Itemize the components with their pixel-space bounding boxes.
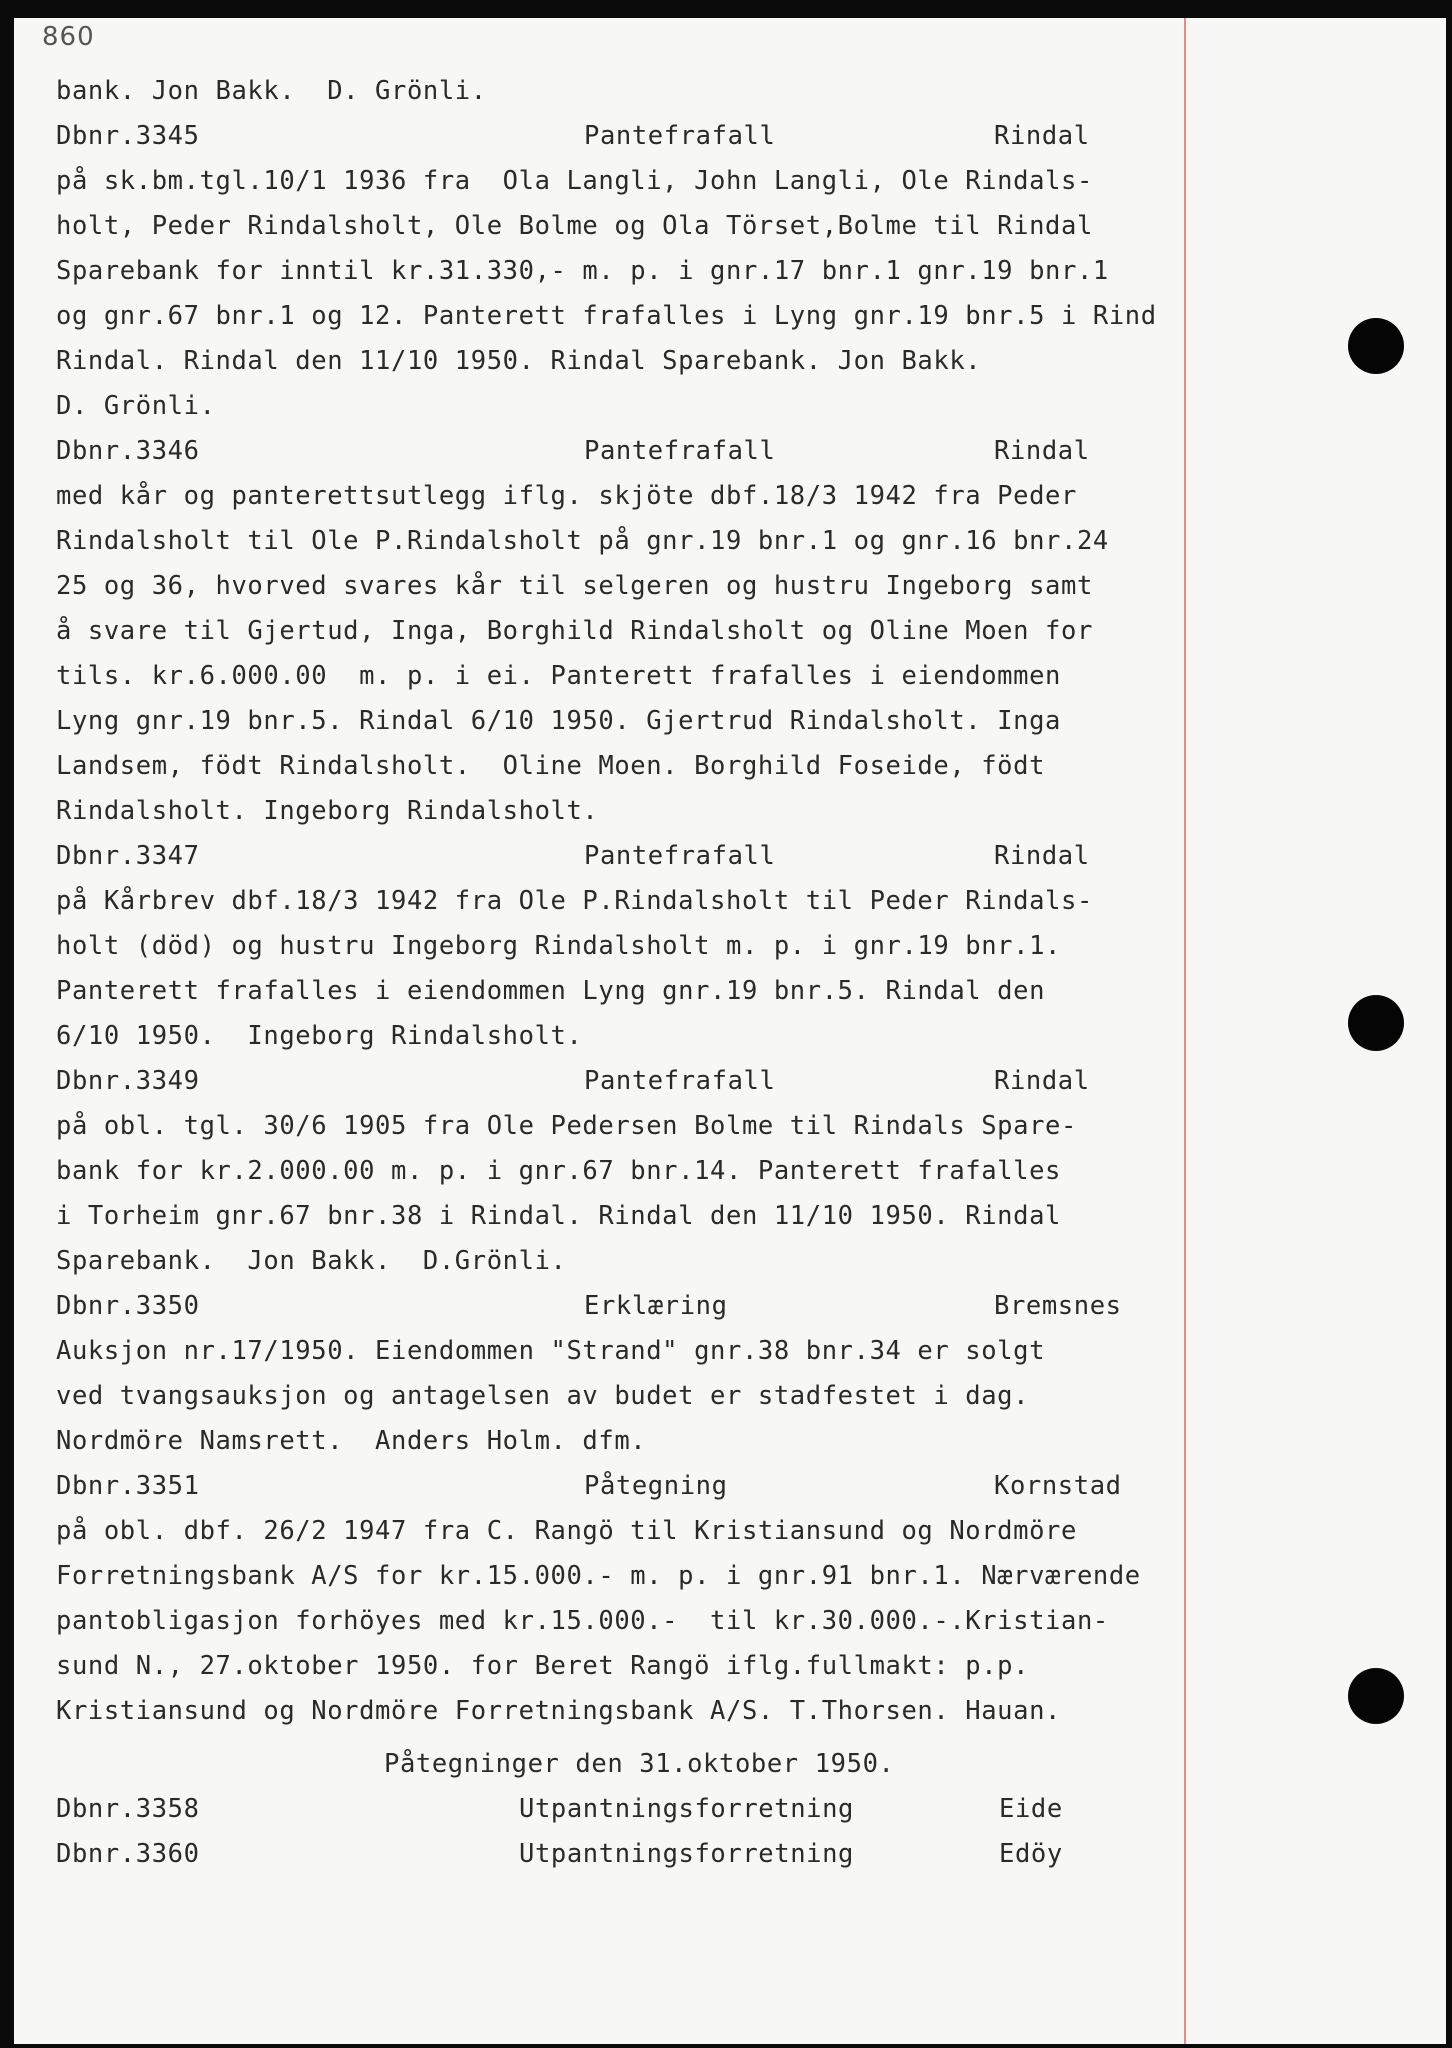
entry-place: Kornstad xyxy=(994,1471,1122,1501)
entry-dbnr: Dbnr.3360 xyxy=(56,1839,200,1869)
text-line: bank for kr.2.000.00 m. p. i gnr.67 bnr.14. Panterett frafalles xyxy=(56,1156,1061,1186)
text-line: Kristiansund og Nordmöre Forretningsbank A/S. T.Thorsen. Hauan. xyxy=(56,1696,1061,1726)
entry-place: Rindal xyxy=(994,121,1090,151)
text-line: i Torheim gnr.67 bnr.38 i Rindal. Rindal den 11/10 1950. Rindal xyxy=(56,1201,1061,1231)
text-line: Sparebank. Jon Bakk. D.Grönli. xyxy=(56,1246,567,1276)
document-page xyxy=(14,18,1446,2044)
text-line: på obl. dbf. 26/2 1947 fra C. Rangö til Kristiansund og Nordmöre xyxy=(56,1516,1077,1546)
text-line: pantobligasjon forhöyes med kr.15.000.- til kr.30.000.-.Kristian- xyxy=(56,1606,1109,1636)
entry-type: Pantefrafall xyxy=(584,121,776,151)
binder-hole xyxy=(1348,1668,1404,1724)
entry-type: Påtegning xyxy=(584,1471,728,1501)
text-line: Sparebank for inntil kr.31.330,- m. p. i gnr.17 bnr.1 gnr.19 bnr.1 xyxy=(56,256,1109,286)
text-line: Landsem, födt Rindalsholt. Oline Moen. Borghild Foseide, födt xyxy=(56,751,1046,781)
entry-place: Rindal xyxy=(994,1066,1090,1096)
entry-place: Edöy xyxy=(999,1839,1063,1869)
text-line: sund N., 27.oktober 1950. for Beret Rangö iflg.fullmakt: p.p. xyxy=(56,1651,1030,1681)
margin-rule xyxy=(1184,18,1186,2044)
entry-type: Pantefrafall xyxy=(584,436,776,466)
entry-type: Pantefrafall xyxy=(584,841,776,871)
entry-dbnr: Dbnr.3351 xyxy=(56,1471,200,1501)
text-line: Forretningsbank A/S for kr.15.000.- m. p. i gnr.91 bnr.1. Nærværende xyxy=(56,1561,1141,1591)
entry-dbnr: Dbnr.3350 xyxy=(56,1291,200,1321)
entry-type: Erklæring xyxy=(584,1291,728,1321)
entry-place: Rindal xyxy=(994,841,1090,871)
text-line: med kår og panterettsutlegg iflg. skjöte dbf.18/3 1942 fra Peder xyxy=(56,481,1077,511)
text-line: på obl. tgl. 30/6 1905 fra Ole Pedersen Bolme til Rindals Spare- xyxy=(56,1111,1077,1141)
text-line: ved tvangsauksjon og antagelsen av budet er stadfestet i dag. xyxy=(56,1381,1030,1411)
entry-type: Utpantningsforretning xyxy=(519,1794,854,1824)
entry-dbnr: Dbnr.3358 xyxy=(56,1794,200,1824)
text-line: holt (död) og hustru Ingeborg Rindalsholt m. p. i gnr.19 bnr.1. xyxy=(56,931,1061,961)
text-line: Rindal. Rindal den 11/10 1950. Rindal Sparebank. Jon Bakk. xyxy=(56,346,982,376)
text-line: tils. kr.6.000.00 m. p. i ei. Panterett frafalles i eiendommen xyxy=(56,661,1061,691)
entry-dbnr: Dbnr.3345 xyxy=(56,121,200,151)
text-line: Rindalsholt. Ingeborg Rindalsholt. xyxy=(56,796,599,826)
entry-type: Utpantningsforretning xyxy=(519,1839,854,1869)
text-line: D. Grönli. xyxy=(56,391,216,421)
text-line: bank. Jon Bakk. D. Grönli. xyxy=(56,76,487,106)
text-line: Panterett frafalles i eiendommen Lyng gnr.19 bnr.5. Rindal den xyxy=(56,976,1046,1006)
entry-place: Bremsnes xyxy=(994,1291,1122,1321)
text-line: 6/10 1950. Ingeborg Rindalsholt. xyxy=(56,1021,583,1051)
text-line: holt, Peder Rindalsholt, Ole Bolme og Ola Törset,Bolme til Rindal xyxy=(56,211,1093,241)
entry-dbnr: Dbnr.3349 xyxy=(56,1066,200,1096)
text-line: på Kårbrev dbf.18/3 1942 fra Ole P.Rindalsholt til Peder Rindals- xyxy=(56,886,1093,916)
entry-type: Pantefrafall xyxy=(584,1066,776,1096)
page-number: 860 xyxy=(42,22,95,52)
binder-hole xyxy=(1348,995,1404,1051)
text-line: Auksjon nr.17/1950. Eiendommen "Strand" gnr.38 bnr.34 er solgt xyxy=(56,1336,1046,1366)
binder-hole xyxy=(1348,318,1404,374)
text-line: å svare til Gjertud, Inga, Borghild Rindalsholt og Oline Moen for xyxy=(56,616,1093,646)
text-line: Nordmöre Namsrett. Anders Holm. dfm. xyxy=(56,1426,647,1456)
text-line: og gnr.67 bnr.1 og 12. Panterett frafalles i Lyng gnr.19 bnr.5 i Rind xyxy=(56,301,1157,331)
entry-place: Eide xyxy=(999,1794,1063,1824)
section-heading: Påtegninger den 31.oktober 1950. xyxy=(384,1749,895,1779)
text-line: Lyng gnr.19 bnr.5. Rindal 6/10 1950. Gjertrud Rindalsholt. Inga xyxy=(56,706,1061,736)
text-line: Rindalsholt til Ole P.Rindalsholt på gnr.19 bnr.1 og gnr.16 bnr.24 xyxy=(56,526,1109,556)
text-line: 25 og 36, hvorved svares kår til selgeren og hustru Ingeborg samt xyxy=(56,571,1093,601)
text-line: på sk.bm.tgl.10/1 1936 fra Ola Langli, John Langli, Ole Rindals- xyxy=(56,166,1093,196)
entry-place: Rindal xyxy=(994,436,1090,466)
entry-dbnr: Dbnr.3347 xyxy=(56,841,200,871)
entry-dbnr: Dbnr.3346 xyxy=(56,436,200,466)
